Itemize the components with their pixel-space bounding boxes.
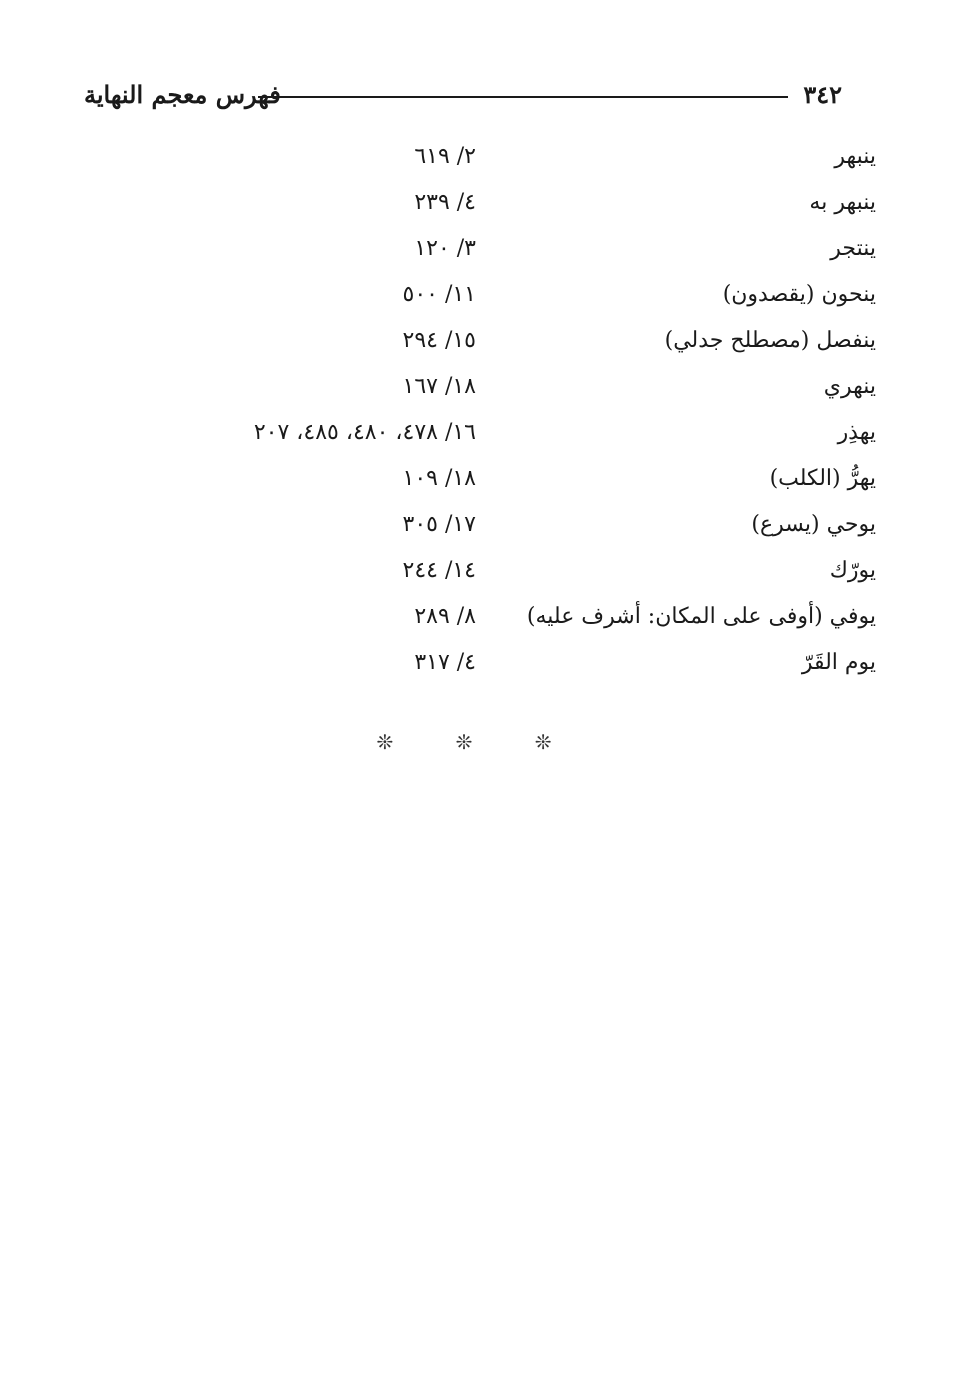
entry-term: ينهري: [823, 374, 876, 399]
entry-term: يوم القَرّ: [801, 650, 876, 675]
entry-reference: ٤/ ٢٣٩: [414, 190, 476, 215]
index-entries: [0, 140, 956, 692]
index-entry: [0, 186, 956, 232]
entry-term: يورّك: [829, 558, 876, 583]
header-rule: [258, 96, 788, 98]
page-header: [80, 80, 850, 120]
entry-term: ينحون (يقصدون): [722, 282, 876, 307]
entry-term: يوفي (أوفى على المكان: أشرف عليه): [526, 604, 876, 629]
index-entry: [0, 370, 956, 416]
entry-term: يهرُّ (الكلب): [769, 466, 876, 491]
entry-term: ينتجر: [830, 236, 876, 261]
entry-reference: ١٤/ ٢٤٤: [402, 558, 476, 583]
index-entry: [0, 232, 956, 278]
index-entry: [0, 508, 956, 554]
entry-term: ينبهر به: [809, 190, 876, 215]
index-entry: [0, 416, 956, 462]
entry-reference: ١٨/ ١٦٧: [402, 374, 476, 399]
entry-term: ينفصل (مصطلح جدلي): [664, 328, 876, 353]
entry-reference: ١١/ ٥٠٠: [402, 282, 476, 307]
entry-reference: ٤/ ٣١٧: [414, 650, 476, 675]
entry-reference: ١٧/ ٣٠٥: [402, 512, 476, 537]
index-entry: [0, 324, 956, 370]
page-number: ٣٤٢: [803, 80, 842, 109]
entry-reference: ٣/ ١٢٠: [414, 236, 476, 261]
entry-reference: ١٨/ ١٠٩: [402, 466, 476, 491]
index-entry: [0, 462, 956, 508]
entry-term: ينبهر: [834, 144, 876, 169]
entry-reference: ١٦/ ٤٧٨، ٤٨٠، ٤٨٥، ٢٠٧: [253, 420, 476, 445]
entry-term: يوحي (يسرع): [751, 512, 876, 537]
entry-reference: ١٥/ ٢٩٤: [402, 328, 476, 353]
index-entry: [0, 278, 956, 324]
entry-term: يهذِر: [837, 420, 876, 445]
entry-reference: ٢/ ٦١٩: [414, 144, 476, 169]
index-entry: [0, 646, 956, 692]
section-end-ornament: ❊ ❊ ❊: [376, 730, 580, 754]
index-entry: [0, 554, 956, 600]
index-entry: [0, 140, 956, 186]
index-entry: [0, 600, 956, 646]
running-title: فهرس معجم النهاية: [84, 80, 281, 109]
entry-reference: ٨/ ٢٨٩: [414, 604, 476, 629]
